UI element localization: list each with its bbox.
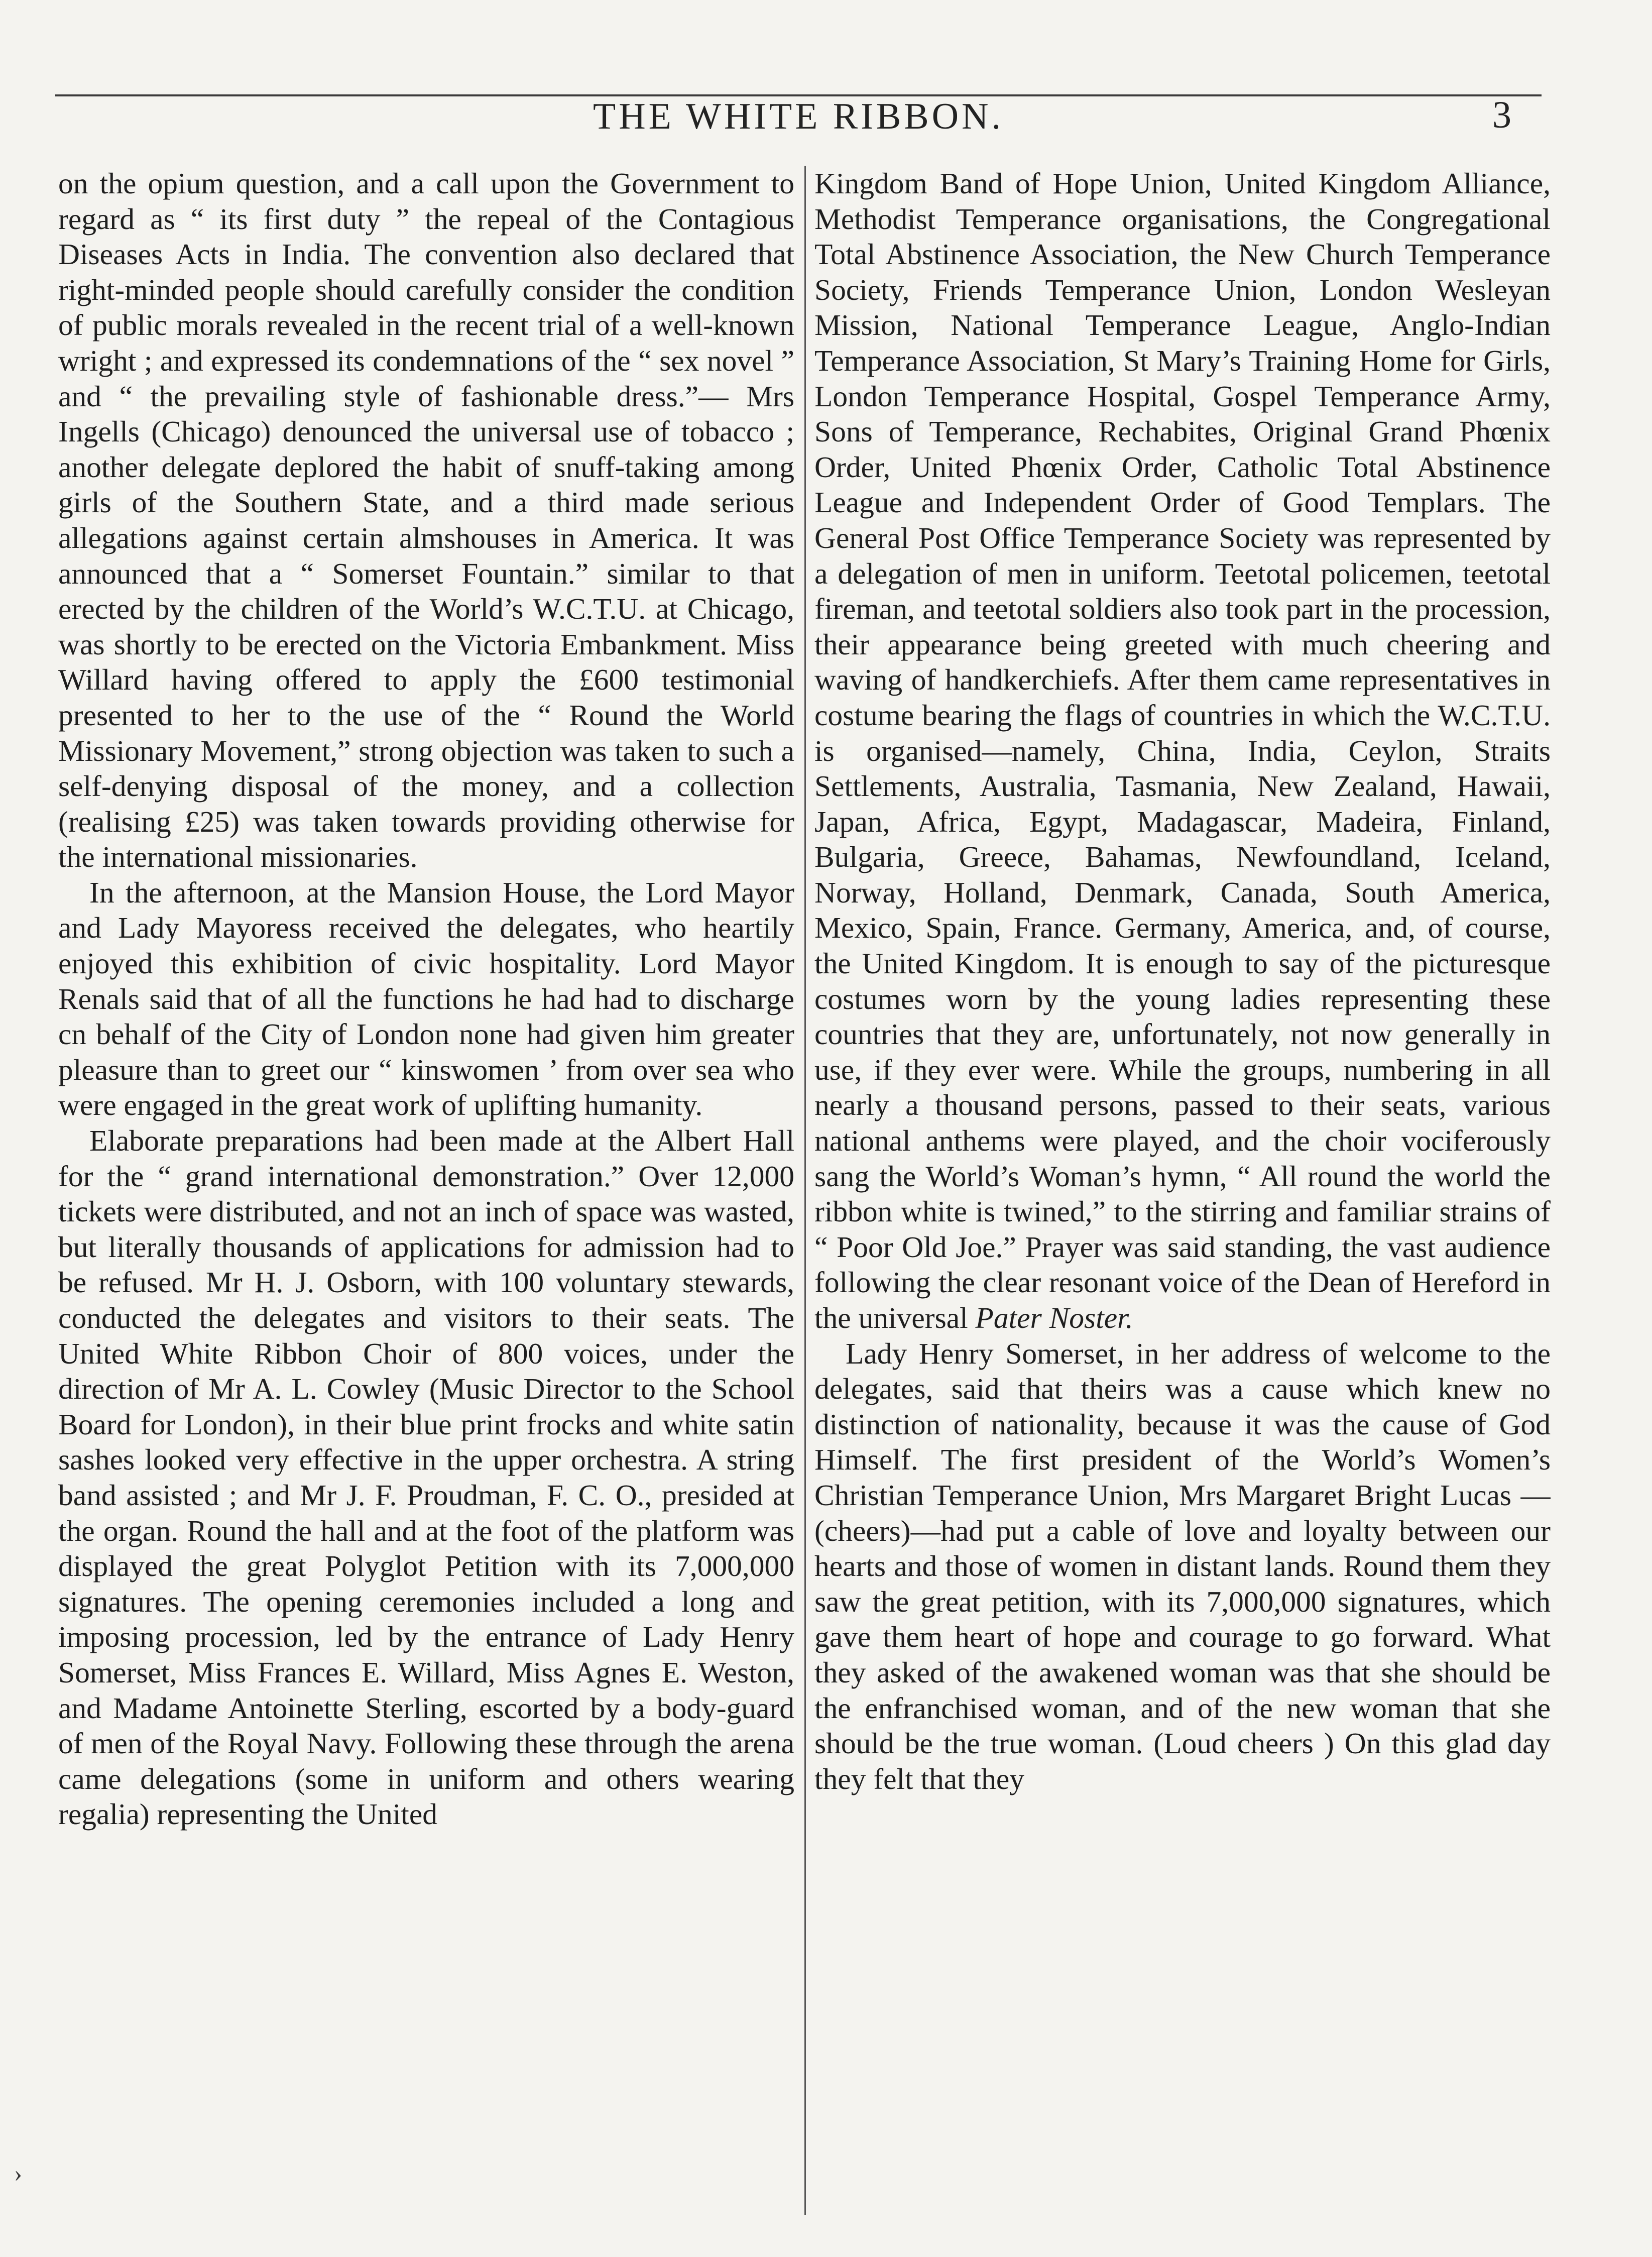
page-number: 3 (1492, 94, 1511, 136)
column-divider (804, 166, 806, 2215)
right-paragraph-1-text: Kingdom Band of Hope Union, United Kingdom Alliance, Methodist Temperance organisations, the Congregational Total Abstinence Association, the New Church Temperance Society, Friends Temperance Union, London Wesleyan Mission, National Temperance League, Anglo-Indian Temperance Association, St Mary’s Training Home for Girls, London Temperance Hospital, Gospel Temperance Army, Sons of Temperance, Rechabites, Original Grand Phœnix Order, United Phœnix Order, Catholic Total Abstinence League and Independent Order of Good Templars. The General Post Office Temperance Society was represented by a delegation of men in uniform. Teetotal policemen, teetotal fireman, and teetotal soldiers also took part in the procession, their appearance being greeted with much cheering and waving of handkerchiefs. After them came representatives in costume bearing the flags of countries in which the W.C.T.U. is organised—namely, China, India, Ceylon, Straits Settlements, Australia, Tasmania, New Zealand, Hawaii, Japan, Africa, Egypt, Madagascar, Madeira, Finland, Bulgaria, Greece, Bahamas, Newfoundland, Iceland, Norway, Holland, Denmark, Canada, South America, Mexico, Spain, France. Germany, America, and, of course, the United Kingdom. It is enough to say of the picturesque costumes worn by the young ladies representing these countries that they are, unfortunately, not now generally in use, if they ever were. While the groups, numbering in all nearly a thousand persons, passed to their seats, various national anthems were played, and the choir vociferously sang the World’s Woman’s hymn, “ All round the world the ribbon white is twined,” to the stirring and familiar strains of “ Poor Old Joe.” Prayer was said standing, the vast audience following the clear resonant voice of the Dean of Hereford in the universal (814, 167, 1551, 1334)
left-paragraph-1: on the opium question, and a call upon the Government to regard as “ its first duty ” the repeal of the Contagious Diseases Acts in India. The convention also declared that right-minded people should carefully consider the condition of public morals revealed in the recent trial of a well-known wright ; and expressed its condemnations of the “ sex novel ” and “ the prevailing style of fashionable dress.”— Mrs Ingells (Chicago) denounced the universal use of tobacco ; another delegate deplored the habit of snuff-taking among girls of the Southern State, and a third made serious allegations against certain almshouses in America. It was announced that a “ Somerset Fountain.” similar to that erected by the children of the World’s W.C.T.U. at Chicago, was shortly to be erected on the Victoria Embankment. Miss Willard having offered to apply the £600 testimonial presented to her to the use of the “ Round the World Missionary Movement,” strong objection was taken to such a self-denying disposal of the money, and a collection (realising £25) was taken towards providing otherwise for the international missionaries. (58, 167, 794, 874)
right-paragraph-1 (814, 166, 1551, 1336)
page-header (55, 90, 1542, 146)
left-column (58, 166, 794, 2200)
right-column (814, 166, 1551, 2200)
running-title: THE WHITE RIBBON. (593, 96, 1004, 137)
margin-mark: › (14, 2160, 22, 2187)
pater-noster: Pater Noster. (975, 1301, 1133, 1334)
right-paragraph-2: Lady Henry Somerset, in her address of welcome to the delegates, said that theirs was a cause which knew no distinction of nationality, because it was the cause of God Himself. The first president of the World’s Women’s Christian Temperance Union, Mrs Margaret Bright Lucas —(cheers)—had put a cable of love and loyalty between our hearts and those of women in distant lands. Round them they saw the great petition, with its 7,000,000 signatures, which gave them heart of hope and courage to go forward. What they asked of the awakened woman was that she should be the enfranchised woman, and of the new woman that she should be the true woman. (Loud cheers ) On this glad day they felt that they (814, 1336, 1551, 1795)
left-paragraph-3: Elaborate preparations had been made at the Albert Hall for the “ grand international demonstration.” Over 12,000 tickets were distributed, and not an inch of space was wasted, but literally thousands of applications for admission had to be refused. Mr H. J. Osborn, with 100 voluntary stewards, conducted the delegates and visitors to their seats. The United White Ribbon Choir of 800 voices, under the direction of Mr A. L. Cowley (Music Director to the School Board for London), in their blue print frocks and white satin sashes looked very effective in the upper orchestra. A string band assisted ; and Mr J. F. Proudman, F. C. O., presided at the organ. Round the hall and at the foot of the platform was displayed the great Polyglot Petition with its 7,000,000 signatures. The opening ceremonies included a long and imposing procession, led by the entrance of Lady Henry Somerset, Miss Frances E. Willard, Miss Agnes E. Weston, and Madame Antoinette Sterling, escorted by a body-guard of men of the Royal Navy. Following these through the arena came delegations (some in uniform and others wearing regalia) representing the United (58, 1124, 794, 1831)
left-paragraph-2: In the afternoon, at the Mansion House, the Lord Mayor and Lady Mayoress received the delegates, who heartily enjoyed this exhibition of civic hospitality. Lord Mayor Renals said that of all the functions he had had to discharge cn behalf of the City of London none had given him greater pleasure than to greet our “ kinswomen ’ from over sea who were engaged in the great work of uplifting humanity. (58, 875, 794, 1122)
